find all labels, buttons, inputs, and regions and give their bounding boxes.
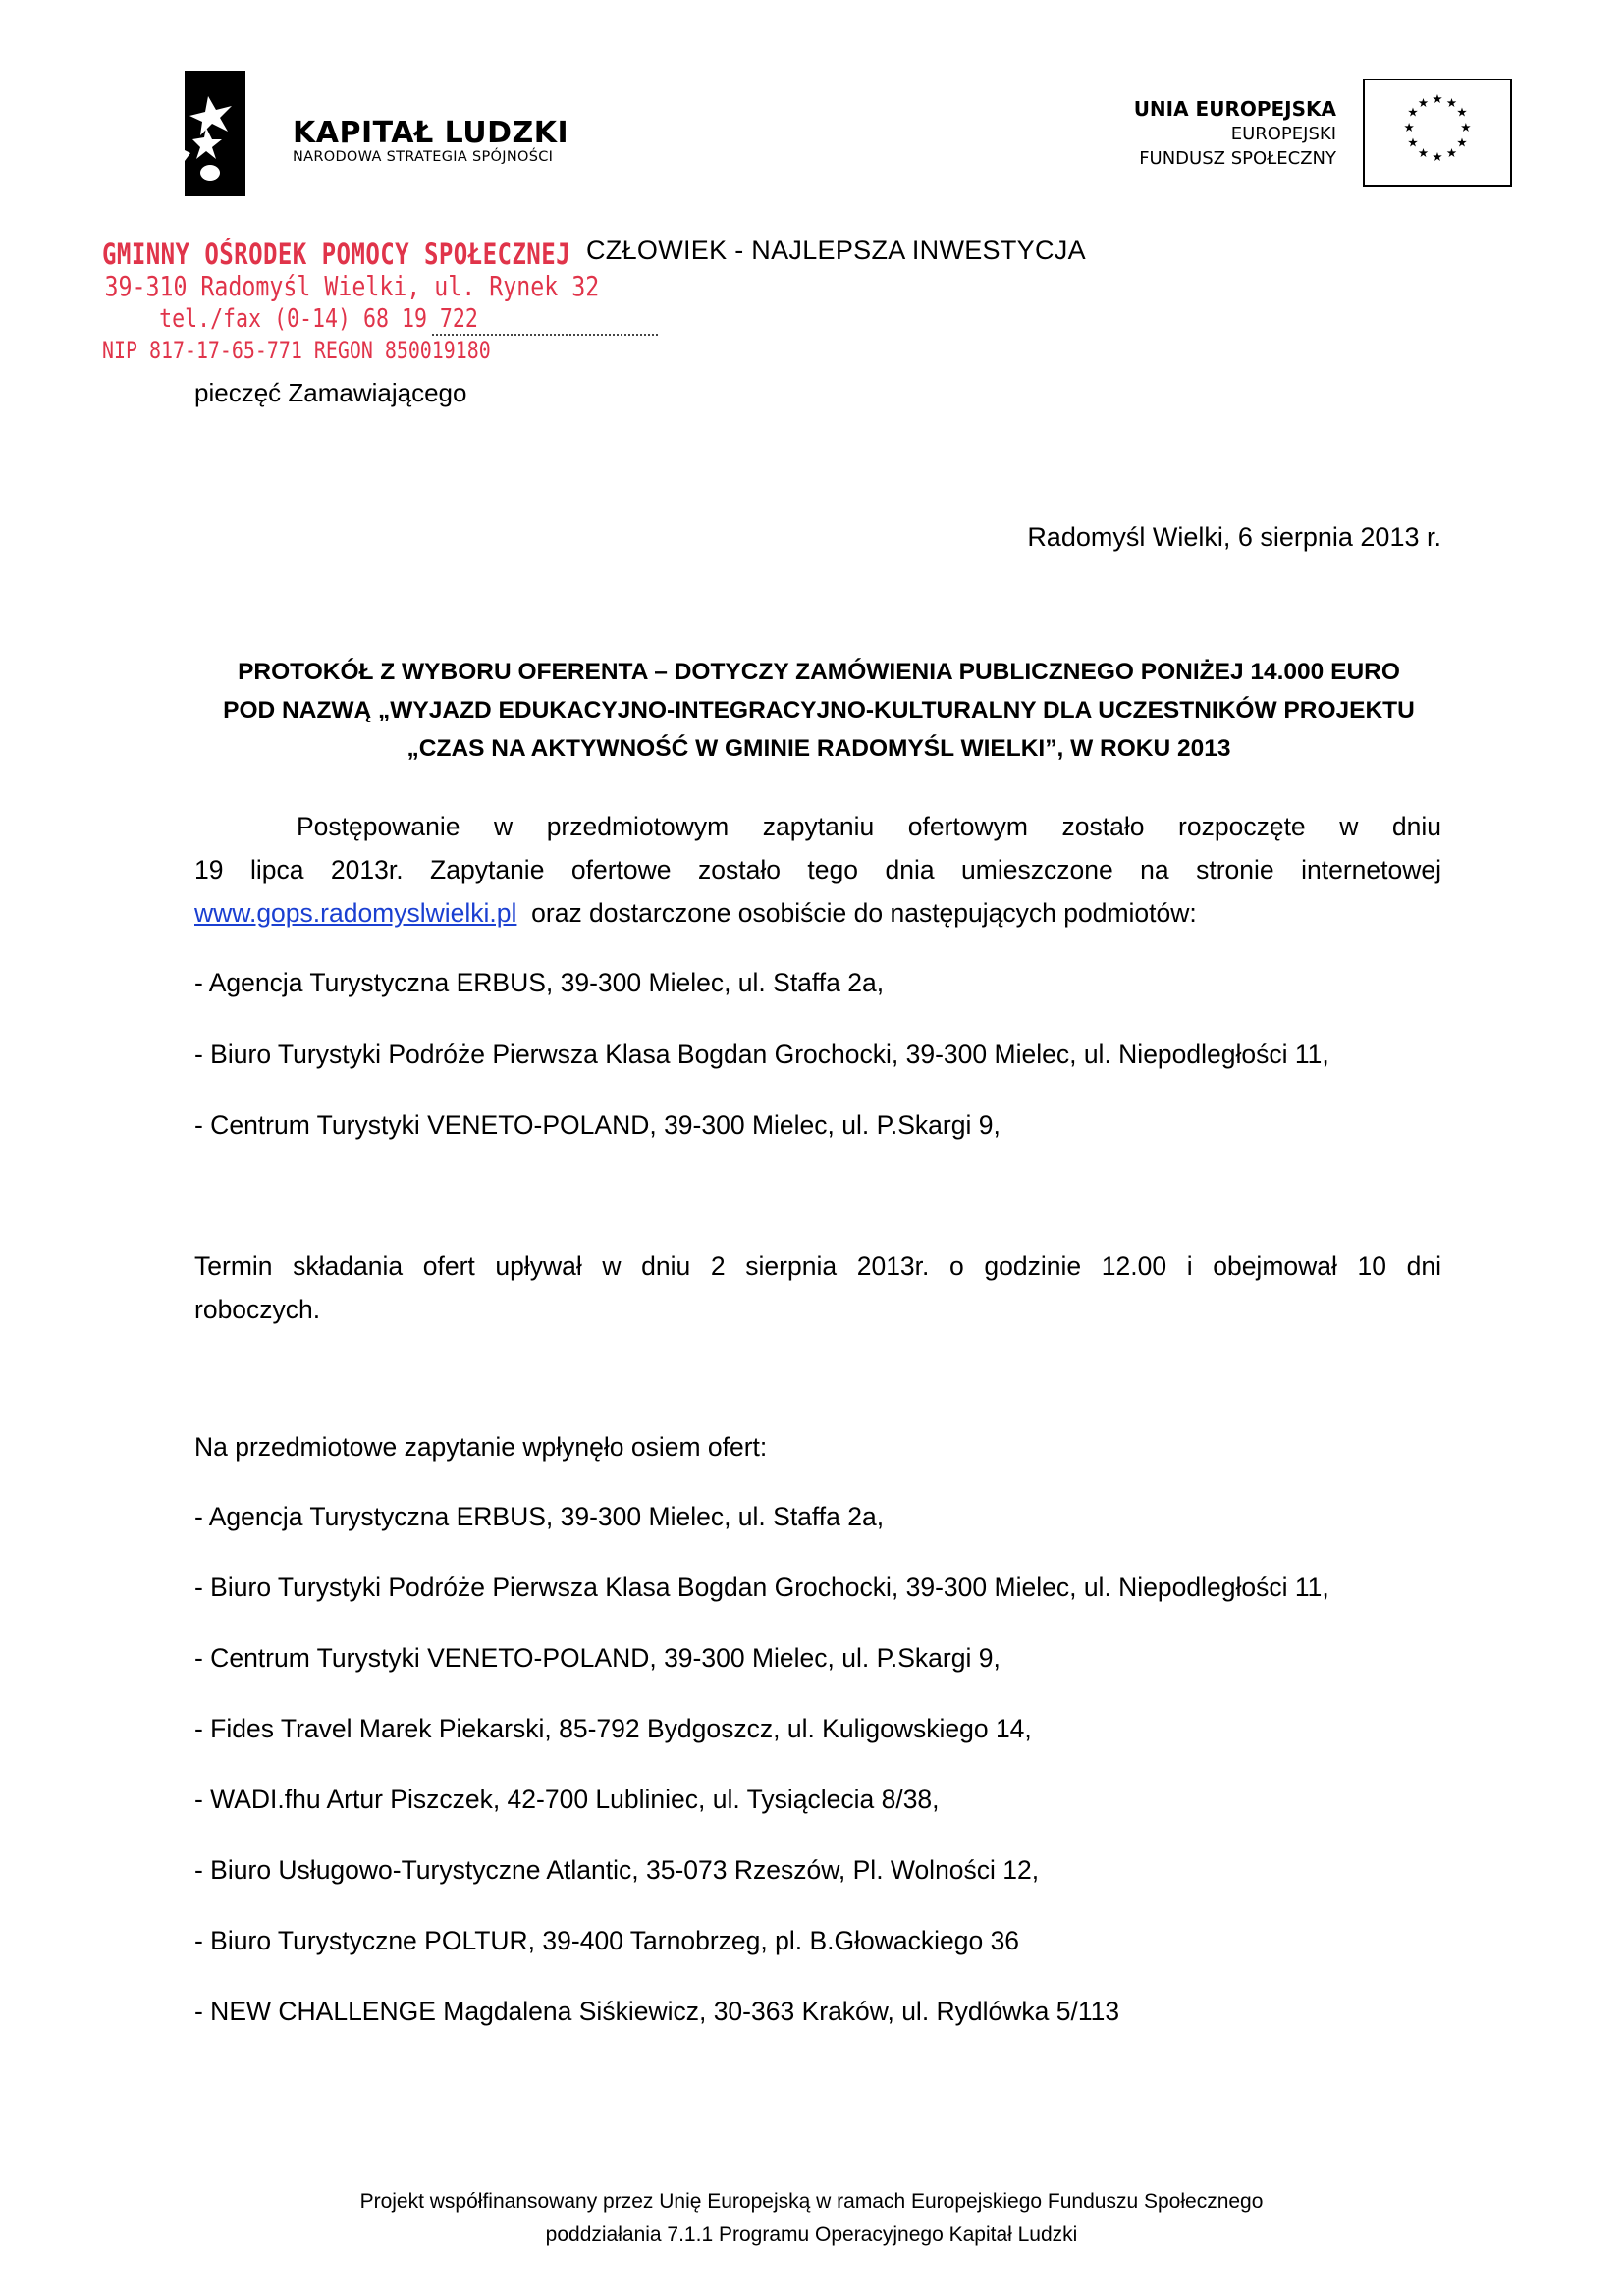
footer-line-2: poddziałania 7.1.1 Programu Operacyjnego Kapitał Ludzki [545,2223,1078,2246]
motto: CZŁOWIEK - NAJLEPSZA INWESTYCJA [586,236,1086,265]
list-item: - Biuro Usługowo-Turystyczne Atlantic, 35-073 Rzeszów, Pl. Wolności 12, [194,1855,1040,1885]
deadline-line-2: roboczych. [194,1295,321,1324]
offers-intro: Na przedmiotowe zapytanie wpłynęło osiem ofert: [194,1432,768,1462]
svg-text:★: ★ [1417,94,1430,110]
document-heading [194,653,1443,768]
svg-text:★: ★ [1456,104,1468,120]
kapital-ludzki-subtitle: NARODOWA STRATEGIA SPÓJNOŚCI [293,149,554,165]
website-link[interactable]: www.gops.radomyslwielki.pl [194,898,517,928]
svg-text:★: ★ [1460,120,1472,135]
svg-text:★: ★ [1445,94,1458,110]
deadline-paragraph [194,1245,1441,1331]
stamp-line-1: GMINNY OŚRODEK POMOCY SPOŁECZNEJ [102,238,571,271]
stamp-line-3: tel./fax (0-14) 68 19 722 [159,304,478,334]
intro-paragraph [194,805,1441,934]
svg-text:★: ★ [1403,120,1415,135]
eu-line-1: UNIA EUROPEJSKA [1133,97,1336,121]
list-item: - Biuro Turystyki Podróże Pierwsza Klasa Bogdan Grochocki, 39-300 Mielec, ul. Niepodległości 11, [194,1573,1329,1602]
footer-line-1: Projekt współfinansowany przez Unię Europejską w ramach Europejskiego Funduszu Społecznego [359,2190,1264,2213]
list-item: - Agencja Turystyczna ERBUS, 39-300 Mielec, ul. Staffa 2a, [194,1502,885,1531]
kapital-ludzki-title: KAPITAŁ LUDZKI [293,116,569,150]
eu-flag-stars-icon [1363,79,1512,187]
intro-line-1: Postępowanie w przedmiotowym zapytaniu ofertowym zostało rozpoczęte w dniu [297,812,1441,841]
list-item: - Agencja Turystyczna ERBUS, 39-300 Mielec, ul. Staffa 2a, [194,968,885,997]
page-footer [0,2185,1623,2252]
kapital-ludzki-logo-icon [185,71,245,196]
stamp-line-2: 39-310 Radomyśl Wielki, ul. Rynek 32 [104,270,600,302]
list-item: - WADI.fhu Artur Piszczek, 42-700 Lubliniec, ul. Tysiąclecia 8/38, [194,1785,940,1814]
svg-text:★: ★ [1407,104,1419,120]
deadline-line-1: Termin składania ofert upływał w dniu 2 sierpnia 2013r. o godzinie 12.00 i obejmował 10 dni [194,1252,1441,1281]
heading-line-1: PROTOKÓŁ Z WYBORU OFERENTA – DOTYCZY ZAMÓWIENIA PUBLICZNEGO PONIŻEJ 14.000 EURO [238,659,1400,685]
svg-text:★: ★ [1432,91,1443,107]
svg-text:★: ★ [1456,134,1468,150]
heading-line-3: „CZAS NA AKTYWNOŚĆ W GMINIE RADOMYŚL WIELKI”, W ROKU 2013 [406,735,1231,762]
eu-line-3: FUNDUSZ SPOŁECZNY [1139,148,1336,169]
svg-text:★: ★ [1445,145,1458,161]
list-item: - NEW CHALLENGE Magdalena Siśkiewicz, 30-363 Kraków, ul. Rydlówka 5/113 [194,1997,1120,2026]
svg-text:★: ★ [1407,134,1419,150]
list-item: - Centrum Turystyki VENETO-POLAND, 39-300 Mielec, ul. P.Skargi 9, [194,1110,1001,1140]
svg-text:★: ★ [1432,148,1443,164]
list-item: - Biuro Turystyki Podróże Pierwsza Klasa Bogdan Grochocki, 39-300 Mielec, ul. Niepodległości 11, [194,1040,1329,1069]
stamp-line-4: NIP 817-17-65-771 REGON 850019180 [102,337,491,364]
svg-text:★: ★ [1417,145,1430,161]
intro-line-3-rest: oraz dostarczone osobiście do następujących podmiotów: [516,898,1197,928]
intro-line-2: 19 lipca 2013r. Zapytanie ofertowe zostało tego dnia umieszczone na stronie internetowej [194,855,1441,884]
seal-dotted-line [432,334,658,336]
institution-stamp [102,239,599,366]
seal-label: pieczęć Zamawiającego [194,378,467,407]
list-item: - Fides Travel Marek Piekarski, 85-792 Bydgoszcz, ul. Kuligowskiego 14, [194,1714,1032,1743]
eu-line-2: EUROPEJSKI [1230,124,1336,144]
list-item: - Biuro Turystyczne POLTUR, 39-400 Tarnobrzeg, pl. B.Głowackiego 36 [194,1926,1020,1955]
document-date: Radomyśl Wielki, 6 sierpnia 2013 r. [1027,522,1441,552]
intro-line-3 [194,891,1441,934]
heading-line-2: POD NAZWĄ „WYJAZD EDUKACYJNO-INTEGRACYJNO-KULTURALNY DLA UCZESTNIKÓW PROJEKTU [223,697,1415,723]
eu-fund-text [1134,96,1336,171]
list-item: - Centrum Turystyki VENETO-POLAND, 39-300 Mielec, ul. P.Skargi 9, [194,1643,1001,1673]
